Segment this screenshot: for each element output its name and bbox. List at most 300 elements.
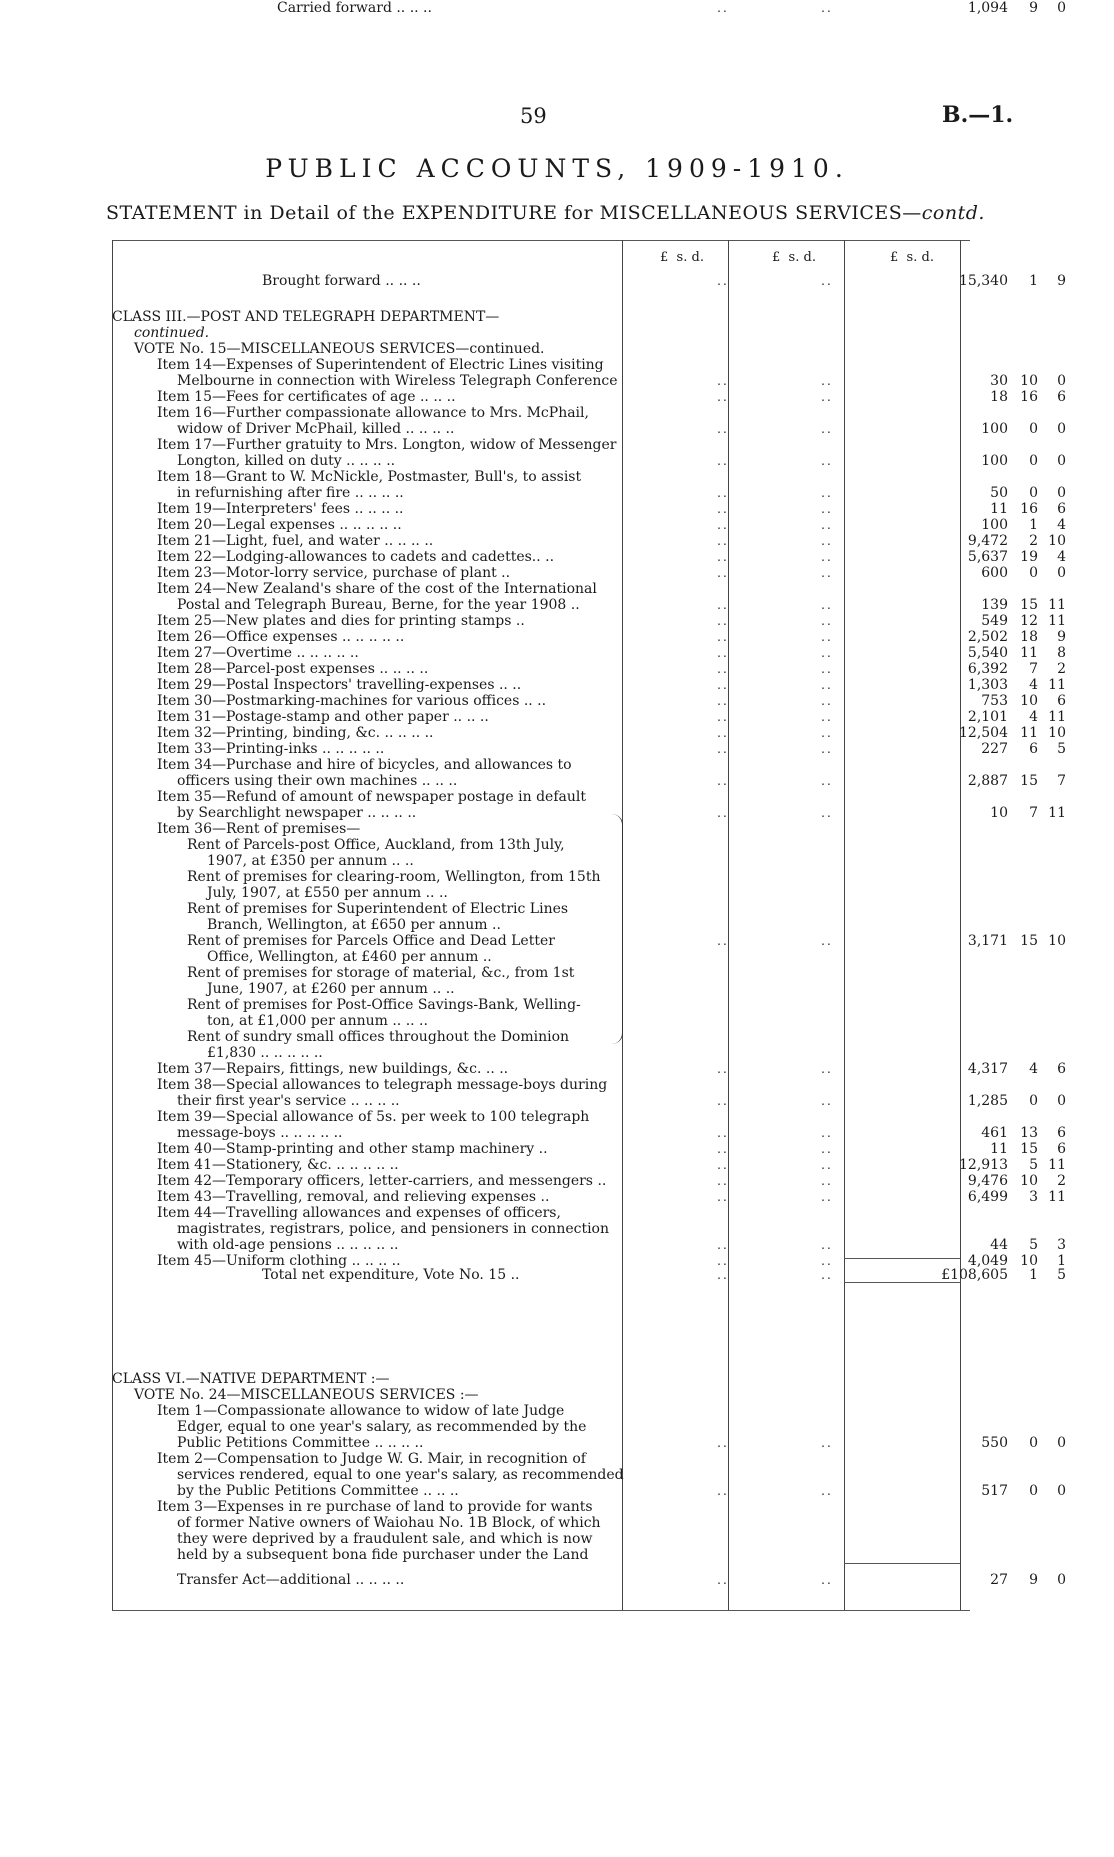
row-pounds: 3,171: [967, 933, 1008, 949]
row-pounds: 550: [981, 1435, 1008, 1451]
row-description: Public Petitions Committee .. .. .. ..: [177, 1435, 424, 1451]
row-col2-placeholder: ..: [821, 518, 833, 532]
row-col2-placeholder: ..: [821, 422, 833, 436]
row-col1-placeholder: ..: [717, 390, 729, 404]
row-pounds: 100: [981, 517, 1008, 533]
row-description: Brought forward .. .. ..: [262, 273, 421, 289]
row-description: Item 30—Postmarking-machines for various offices .. ..: [157, 693, 547, 709]
row-col1-placeholder: ..: [717, 806, 729, 820]
table-row: [112, 1205, 970, 1221]
row-pounds: 517: [981, 1483, 1008, 1499]
row-pence: 0: [1057, 453, 1066, 469]
row-pence: 6: [1057, 693, 1066, 709]
row-description: Rent of premises for storage of material, &c., from 1st: [187, 965, 575, 981]
table-row: [112, 997, 970, 1013]
row-pence: 7: [1057, 773, 1066, 789]
table-row: [112, 325, 970, 341]
row-shillings: 1: [1029, 517, 1038, 533]
row-pence: 11: [1048, 597, 1066, 613]
row-col2-placeholder: ..: [821, 566, 833, 580]
table-row: [112, 725, 1066, 741]
row-pounds: 12,913: [959, 1157, 1008, 1173]
row-shillings: 11: [1020, 645, 1038, 661]
subtitle-in-detail: in Detail of the: [237, 202, 402, 224]
table-row: [112, 581, 970, 597]
row-description: widow of Driver McPhail, killed .. .. .. ..: [177, 421, 455, 437]
row-pounds: 10: [990, 805, 1008, 821]
row-shillings: 15: [1020, 933, 1038, 949]
table-row: [112, 565, 1066, 581]
row-col1-placeholder: ..: [717, 630, 729, 644]
table-row: [112, 677, 1066, 693]
row-col2-placeholder: ..: [821, 806, 833, 820]
row-shillings: 12: [1020, 613, 1038, 629]
row-col1-placeholder: ..: [717, 534, 729, 548]
row-description: by Searchlight newspaper .. .. .. ..: [177, 805, 417, 821]
row-col1-placeholder: ..: [717, 1254, 729, 1268]
row-shillings: 0: [1029, 1483, 1038, 1499]
row-shillings: 3: [1029, 1189, 1038, 1205]
row-col2-placeholder: ..: [821, 374, 833, 388]
table-row: [112, 629, 1066, 645]
row-shillings: 4: [1029, 709, 1038, 725]
row-shillings: 15: [1020, 597, 1038, 613]
row-description: Item 17—Further gratuity to Mrs. Longton, widow of Messenger: [157, 437, 617, 453]
row-pence: 2: [1057, 661, 1066, 677]
row-col2-placeholder: ..: [821, 934, 833, 948]
table-row: [112, 613, 1066, 629]
row-description: CLASS VI.—NATIVE DEPARTMENT :—: [112, 1371, 390, 1387]
row-col2-placeholder: ..: [821, 502, 833, 516]
col2-header: [772, 250, 816, 265]
table-row: [112, 981, 970, 997]
row-pounds: 100: [981, 421, 1008, 437]
row-col2-placeholder: ..: [821, 1573, 833, 1587]
row-description: 1907, at £350 per annum .. ..: [207, 853, 414, 869]
row-pounds: 50: [990, 485, 1008, 501]
table-row: [112, 837, 970, 853]
table-row: [112, 645, 1066, 661]
row-shillings: 1: [1029, 273, 1038, 289]
row-description: VOTE No. 24—MISCELLANEOUS SERVICES :—: [134, 1387, 479, 1403]
row-pence: 10: [1048, 725, 1066, 741]
row-pounds: 461: [981, 1125, 1008, 1141]
table-row: [112, 453, 1066, 469]
row-col2-placeholder: ..: [821, 1158, 833, 1172]
table-row: [112, 389, 1066, 405]
row-col1-placeholder: ..: [717, 694, 729, 708]
row-description: held by a subsequent bona fide purchaser under the Land: [177, 1547, 589, 1563]
row-pounds: 2,101: [967, 709, 1008, 725]
row-shillings: 9: [1029, 1572, 1038, 1588]
table-row: [112, 1499, 970, 1515]
table-row: [112, 821, 970, 837]
row-col1-placeholder: ..: [717, 1268, 729, 1282]
row-shillings: 6: [1029, 741, 1038, 757]
row-description: Item 22—Lodging-allowances to cadets and cadettes.. ..: [157, 549, 555, 565]
table-row: [112, 709, 1066, 725]
table-row: [112, 273, 1066, 289]
row-pounds: 6,392: [967, 661, 1008, 677]
row-shillings: 13: [1020, 1125, 1038, 1141]
col3-header: [890, 250, 934, 265]
row-pounds: 4,317: [967, 1061, 1008, 1077]
row-col2-placeholder: ..: [821, 678, 833, 692]
table-row: [112, 1157, 1066, 1173]
row-description: magistrates, registrars, police, and pensioners in connection: [177, 1221, 610, 1237]
table-row: [112, 309, 970, 325]
table-row: [112, 1403, 970, 1419]
row-pounds: 9,472: [967, 533, 1008, 549]
subtitle-expenditure: EXPENDITURE: [401, 202, 558, 224]
row-shillings: 2: [1029, 533, 1038, 549]
row-col1-placeholder: ..: [717, 678, 729, 692]
row-description: Item 41—Stationery, &c. .. .. .. .. ..: [157, 1157, 399, 1173]
col1-pence: d.: [691, 250, 704, 265]
row-pounds: 227: [981, 741, 1008, 757]
table-row: [112, 1077, 970, 1093]
row-pounds: 549: [981, 613, 1008, 629]
table-row: [112, 805, 1066, 821]
row-shillings: 10: [1020, 373, 1038, 389]
row-description: Item 43—Travelling, removal, and relieving expenses ..: [157, 1189, 550, 1205]
row-pounds: 15,340: [959, 273, 1008, 289]
row-col2-placeholder: ..: [821, 1094, 833, 1108]
table-row: [112, 485, 1066, 501]
row-pence: 0: [1057, 1572, 1066, 1588]
row-col1-placeholder: ..: [717, 598, 729, 612]
row-description: June, 1907, at £260 per annum .. ..: [207, 981, 455, 997]
row-pence: 0: [1057, 0, 1066, 16]
row-description: Carried forward .. .. ..: [277, 0, 432, 16]
row-col2-placeholder: ..: [821, 1436, 833, 1450]
row-col2-placeholder: ..: [821, 598, 833, 612]
row-pounds: 2,502: [967, 629, 1008, 645]
row-pence: 0: [1057, 1483, 1066, 1499]
row-shillings: 5: [1029, 1157, 1038, 1173]
row-pence: 4: [1057, 517, 1066, 533]
table-row: [112, 933, 1066, 949]
row-col2-placeholder: ..: [821, 1, 833, 15]
row-description: Item 2—Compensation to Judge W. G. Mair, in recognition of: [157, 1451, 586, 1467]
row-col1-placeholder: ..: [717, 1573, 729, 1587]
row-col2-placeholder: ..: [821, 646, 833, 660]
table-row: [112, 1061, 1066, 1077]
row-description: Item 15—Fees for certificates of age .. .. ..: [157, 389, 456, 405]
table-row: [112, 901, 970, 917]
table-row: [112, 885, 970, 901]
table-row: [112, 357, 970, 373]
row-pounds: 4,049: [967, 1253, 1008, 1269]
row-col1-placeholder: ..: [717, 1126, 729, 1140]
row-description: Item 24—New Zealand's share of the cost of the International: [157, 581, 597, 597]
table-row: [112, 517, 1066, 533]
row-pounds: 1,094: [967, 0, 1008, 16]
row-shillings: 0: [1029, 485, 1038, 501]
document-reference: B.—1.: [942, 102, 1014, 128]
subtitle-services: MISCELLANEOUS SERVICES—: [599, 202, 922, 224]
row-shillings: 0: [1029, 1435, 1038, 1451]
row-shillings: 0: [1029, 453, 1038, 469]
row-pence: 11: [1048, 805, 1066, 821]
row-col1-placeholder: ..: [717, 1062, 729, 1076]
table-row: [112, 949, 970, 965]
row-pounds: 11: [990, 1141, 1008, 1157]
table-row: [112, 1125, 1066, 1141]
row-col2-placeholder: ..: [821, 1062, 833, 1076]
carried-forward-rule: [844, 1563, 960, 1564]
row-shillings: 5: [1029, 1237, 1038, 1253]
col2-pound: £: [772, 250, 781, 265]
row-shillings: 0: [1029, 1093, 1038, 1109]
row-description: ton, at £1,000 per annum .. .. ..: [207, 1013, 428, 1029]
table-top-rule: [112, 240, 970, 241]
row-col2-placeholder: ..: [821, 1254, 833, 1268]
table-row: [112, 1109, 970, 1125]
row-col2-placeholder: ..: [821, 726, 833, 740]
row-description: Edger, equal to one year's salary, as recommended by the: [177, 1419, 587, 1435]
row-description: Branch, Wellington, at £650 per annum ..: [207, 917, 501, 933]
row-pence: 6: [1057, 501, 1066, 517]
row-shillings: 10: [1020, 1253, 1038, 1269]
row-pence: 11: [1048, 677, 1066, 693]
row-pence: 3: [1057, 1237, 1066, 1253]
row-col2-placeholder: ..: [821, 1484, 833, 1498]
table-row: [112, 741, 1066, 757]
row-pence: 6: [1057, 1125, 1066, 1141]
row-col1-placeholder: ..: [717, 1436, 729, 1450]
row-pence: 11: [1048, 1157, 1066, 1173]
col3-pound: £: [890, 250, 899, 265]
row-col1-placeholder: ..: [717, 422, 729, 436]
row-pence: 0: [1057, 1435, 1066, 1451]
row-shillings: 9: [1029, 0, 1038, 16]
table-row: [112, 501, 1066, 517]
row-pounds: 11: [990, 501, 1008, 517]
row-description: Item 38—Special allowances to telegraph message-boys during: [157, 1077, 608, 1093]
row-pence: 4: [1057, 549, 1066, 565]
row-shillings: 0: [1029, 565, 1038, 581]
row-shillings: 7: [1029, 661, 1038, 677]
row-pence: 8: [1057, 645, 1066, 661]
row-description: they were deprived by a fraudulent sale, and which is now: [177, 1531, 593, 1547]
row-description: officers using their own machines .. .. ..: [177, 773, 458, 789]
row-shillings: 19: [1020, 549, 1038, 565]
row-col1-placeholder: ..: [717, 550, 729, 564]
table-row: [112, 1515, 970, 1531]
row-pounds: 600: [981, 565, 1008, 581]
table-row: [112, 1371, 970, 1387]
row-description: Item 26—Office expenses .. .. .. .. ..: [157, 629, 405, 645]
row-shillings: 15: [1020, 773, 1038, 789]
row-description: Rent of sundry small offices throughout the Dominion: [187, 1029, 570, 1045]
table-row: [112, 341, 970, 357]
row-shillings: 0: [1029, 421, 1038, 437]
row-description: their first year's service .. .. .. ..: [177, 1093, 400, 1109]
table-row: [112, 1483, 1066, 1499]
row-description: Item 29—Postal Inspectors' travelling-expenses .. ..: [157, 677, 522, 693]
row-description: Item 16—Further compassionate allowance to Mrs. McPhail,: [157, 405, 589, 421]
row-pence: 2: [1057, 1173, 1066, 1189]
row-description: Longton, killed on duty .. .. .. ..: [177, 453, 396, 469]
row-description: Item 33—Printing-inks .. .. .. .. ..: [157, 741, 385, 757]
row-description: July, 1907, at £550 per annum .. ..: [207, 885, 448, 901]
table-row: [112, 533, 1066, 549]
col1-pound: £: [660, 250, 669, 265]
table-row: [112, 1547, 970, 1563]
row-col2-placeholder: ..: [821, 630, 833, 644]
row-pence: 5: [1057, 741, 1066, 757]
row-description: Item 14—Expenses of Superintendent of Electric Lines visiting: [157, 357, 604, 373]
table-row: [112, 469, 970, 485]
row-description: Item 35—Refund of amount of newspaper postage in default: [157, 789, 586, 805]
row-description: Rent of premises for Post-Office Savings-Bank, Welling-: [187, 997, 581, 1013]
row-col2-placeholder: ..: [821, 1126, 833, 1140]
page-number: 59: [520, 104, 547, 128]
table-row: [112, 1029, 970, 1045]
row-col1-placeholder: ..: [717, 614, 729, 628]
row-description: Rent of premises for Parcels Office and Dead Letter: [187, 933, 555, 949]
row-pence: 6: [1057, 1141, 1066, 1157]
row-description: Rent of premises for Superintendent of Electric Lines: [187, 901, 569, 917]
subtitle-statement: STATEMENT: [106, 202, 237, 224]
table-row: [112, 1419, 970, 1435]
row-col1-placeholder: ..: [717, 1094, 729, 1108]
row-pence: 6: [1057, 1061, 1066, 1077]
row-col1-placeholder: ..: [717, 1484, 729, 1498]
row-pounds: 27: [990, 1572, 1008, 1588]
row-col2-placeholder: ..: [821, 710, 833, 724]
row-pounds: 6,499: [967, 1189, 1008, 1205]
row-shillings: 4: [1029, 677, 1038, 693]
table-row: [112, 661, 1066, 677]
row-shillings: 10: [1020, 1173, 1038, 1189]
row-pounds: 30: [990, 373, 1008, 389]
row-pence: 11: [1048, 709, 1066, 725]
table-row: [112, 853, 970, 869]
col1-header: [660, 250, 704, 265]
row-col1-placeholder: ..: [717, 454, 729, 468]
table-row: [112, 1572, 1066, 1588]
row-pounds: 5,637: [967, 549, 1008, 565]
page-title: PUBLIC ACCOUNTS, 1909-1910.: [265, 154, 849, 183]
row-description: message-boys .. .. .. .. ..: [177, 1125, 343, 1141]
row-description: Item 45—Uniform clothing .. .. .. ..: [157, 1253, 401, 1269]
row-description: Office, Wellington, at £460 per annum ..: [207, 949, 492, 965]
table-row: [112, 1237, 1066, 1253]
row-col1-placeholder: ..: [717, 518, 729, 532]
row-col1-placeholder: ..: [717, 1158, 729, 1172]
row-pounds: 18: [990, 389, 1008, 405]
row-col1-placeholder: ..: [717, 710, 729, 724]
row-pounds: 139: [981, 597, 1008, 613]
row-description: Item 27—Overtime .. .. .. .. ..: [157, 645, 359, 661]
table-row: [112, 1267, 1066, 1283]
row-pounds: 5,540: [967, 645, 1008, 661]
row-description: Item 31—Postage-stamp and other paper .. .. ..: [157, 709, 489, 725]
row-col1-placeholder: ..: [717, 502, 729, 516]
row-description: of former Native owners of Waiohau No. 1B Block, of which: [177, 1515, 601, 1531]
row-col1-placeholder: ..: [717, 374, 729, 388]
table-bottom-rule: [112, 1610, 970, 1611]
row-description: in refurnishing after fire .. .. .. ..: [177, 485, 404, 501]
table-row: [112, 405, 970, 421]
row-pence: 6: [1057, 389, 1066, 405]
col2-shilling: s.: [788, 250, 800, 265]
row-description: Transfer Act—additional .. .. .. ..: [177, 1572, 405, 1588]
row-pence: 0: [1057, 421, 1066, 437]
subtitle-for: for: [557, 202, 600, 224]
row-description: Item 25—New plates and dies for printing stamps ..: [157, 613, 525, 629]
table-row: [112, 869, 970, 885]
row-shillings: 7: [1029, 805, 1038, 821]
row-col2-placeholder: ..: [821, 662, 833, 676]
table-row: [112, 1045, 970, 1061]
row-pounds: 1,285: [967, 1093, 1008, 1109]
row-col1-placeholder: ..: [717, 1190, 729, 1204]
row-col2-placeholder: ..: [821, 1190, 833, 1204]
row-pence: 5: [1057, 1267, 1066, 1283]
table-row: [112, 1387, 970, 1403]
row-description: Item 44—Travelling allowances and expenses of officers,: [157, 1205, 561, 1221]
table-row: [112, 1173, 1066, 1189]
row-col2-placeholder: ..: [821, 774, 833, 788]
table-row: [112, 549, 1066, 565]
row-pence: 0: [1057, 1093, 1066, 1109]
row-pence: 9: [1057, 629, 1066, 645]
table-row: [112, 0, 1066, 16]
row-col2-placeholder: ..: [821, 454, 833, 468]
row-col2-placeholder: ..: [821, 694, 833, 708]
col1-shilling: s.: [676, 250, 688, 265]
row-pounds: 753: [981, 693, 1008, 709]
row-description: Item 28—Parcel-post expenses .. .. .. ..: [157, 661, 429, 677]
col3-shilling: s.: [906, 250, 918, 265]
row-col2-placeholder: ..: [821, 614, 833, 628]
table-row: [112, 1013, 970, 1029]
statement-subtitle: [106, 202, 985, 224]
row-col2-placeholder: ..: [821, 274, 833, 288]
table-row: [112, 917, 970, 933]
row-description: Item 36—Rent of premises—: [157, 821, 361, 837]
row-description: Item 23—Motor-lorry service, purchase of plant ..: [157, 565, 511, 581]
row-description: Item 18—Grant to W. McNickle, Postmaster, Bull's, to assist: [157, 469, 582, 485]
row-col2-placeholder: ..: [821, 1238, 833, 1252]
row-description: Melbourne in connection with Wireless Telegraph Conference: [177, 373, 618, 389]
row-pence: 9: [1057, 273, 1066, 289]
table-row: [112, 1531, 970, 1547]
row-col1-placeholder: ..: [717, 1174, 729, 1188]
row-col2-placeholder: ..: [821, 390, 833, 404]
row-col2-placeholder: ..: [821, 534, 833, 548]
row-description: CLASS III.—POST AND TELEGRAPH DEPARTMENT—: [112, 309, 500, 325]
table-row: [112, 789, 970, 805]
row-shillings: 10: [1020, 693, 1038, 709]
row-pence: 10: [1048, 933, 1066, 949]
table-row: [112, 693, 1066, 709]
row-pence: 0: [1057, 373, 1066, 389]
table-row: [112, 965, 970, 981]
row-description: Item 21—Light, fuel, and water .. .. .. ..: [157, 533, 434, 549]
row-description: continued.: [134, 325, 210, 341]
row-description: £1,830 .. .. .. .. ..: [207, 1045, 323, 1061]
row-pounds: 100: [981, 453, 1008, 469]
row-shillings: 18: [1020, 629, 1038, 645]
row-col1-placeholder: ..: [717, 486, 729, 500]
row-description: Item 19—Interpreters' fees .. .. .. ..: [157, 501, 404, 517]
row-pounds: 44: [990, 1237, 1008, 1253]
table-row: [112, 1221, 970, 1237]
